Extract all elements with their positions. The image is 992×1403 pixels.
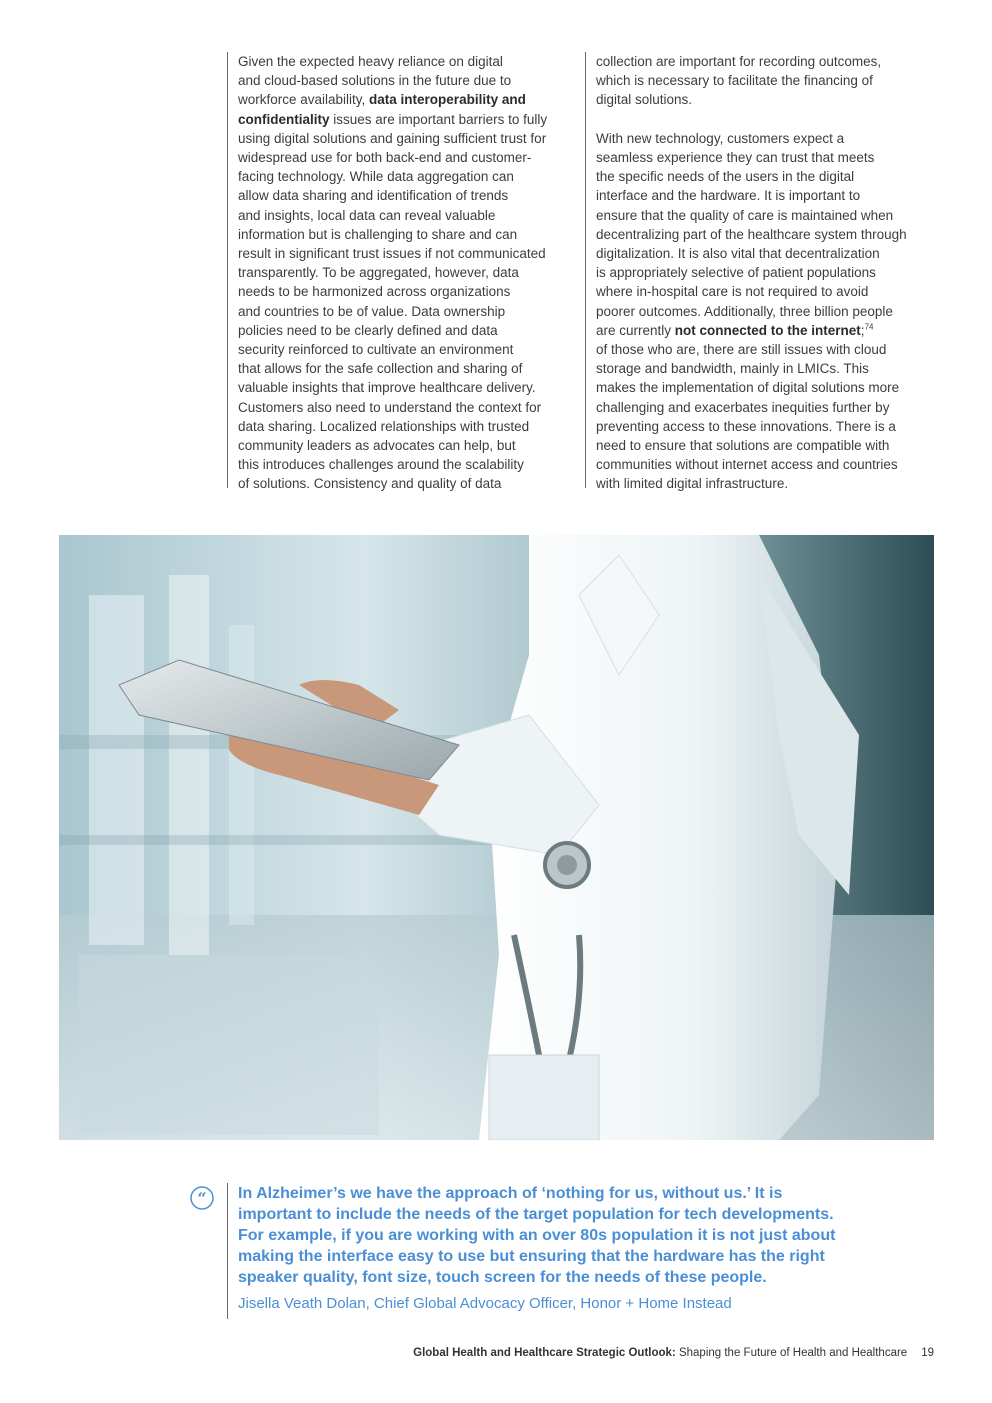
left-text-column xyxy=(227,52,588,492)
line: communities without internet access and countries xyxy=(596,457,898,473)
doctor-tablet-photo xyxy=(59,535,934,1140)
footer-title-bold: Global Health and Healthcare Strategic Outlook: xyxy=(413,1347,676,1359)
quote-line: important to include the needs of the target population for tech developments. xyxy=(238,1206,834,1223)
line: security reinforced to cultivate an environment xyxy=(238,342,514,358)
line xyxy=(238,110,588,129)
line: the specific needs of the users in the digital xyxy=(596,169,855,185)
text-run: are currently xyxy=(596,322,675,338)
line: challenging and exacerbates inequities further by xyxy=(596,399,890,415)
page-number: 19 xyxy=(921,1347,934,1359)
quote-text xyxy=(238,1183,918,1288)
line: need to ensure that solutions are compatible with xyxy=(596,438,890,454)
line: using digital solutions and gaining sufficient trust for xyxy=(238,130,547,146)
line: decentralizing part of the healthcare system through xyxy=(596,226,907,242)
line: data sharing. Localized relationships with trusted xyxy=(238,418,530,434)
line: seamless experience they can trust that meets xyxy=(596,150,875,165)
page-footer xyxy=(413,1347,934,1359)
line: community leaders as advocates can help, but xyxy=(238,438,516,454)
quote-line: making the interface easy to use but ensuring that the hardware has the right xyxy=(238,1248,825,1265)
quote-attribution: Jisella Veath Dolan, Chief Global Advocacy Officer, Honor + Home Instead xyxy=(238,1295,732,1312)
quote-line: speaker quality, font size, touch screen for the needs of these people. xyxy=(238,1269,767,1286)
bold-phrase: confidentiality xyxy=(238,111,330,127)
line: that allows for the safe collection and sharing of xyxy=(238,361,523,377)
line: is appropriately selective of patient populations xyxy=(596,265,876,281)
line: makes the implementation of digital solutions more xyxy=(596,380,900,396)
line: and cloud-based solutions in the future due to xyxy=(238,73,512,89)
line: collection are important for recording outcomes, xyxy=(596,54,882,69)
line: Customers also need to understand the context for xyxy=(238,399,542,415)
line: digital solutions. xyxy=(596,92,693,108)
line: where in-hospital care is not required to avoid xyxy=(596,284,869,300)
line: of solutions. Consistency and quality of data xyxy=(238,476,502,492)
line: information but is challenging to share and can xyxy=(238,226,518,242)
line: valuable insights that improve healthcare delivery. xyxy=(238,380,536,396)
line: widespread use for both back-end and customer- xyxy=(238,150,532,166)
footnote-ref[interactable]: 74 xyxy=(864,322,874,332)
line: Given the expected heavy reliance on digital xyxy=(238,54,503,69)
photo-illustration xyxy=(59,535,934,1140)
line: poorer outcomes. Additionally, three billion people xyxy=(596,303,893,319)
line: digitalization. It is also vital that decentralization xyxy=(596,246,880,262)
line: preventing access to these innovations. There is a xyxy=(596,418,896,434)
text-run: ; xyxy=(860,322,865,338)
line: and countries to be of value. Data ownership xyxy=(238,303,506,319)
paragraph-gap xyxy=(596,110,956,129)
footer-title-rest: Shaping the Future of Health and Healthcare xyxy=(675,1347,908,1359)
line: ensure that the quality of care is maintained when xyxy=(596,207,894,223)
line xyxy=(596,321,956,340)
line: With new technology, customers expect a xyxy=(596,130,845,146)
line: this introduces challenges around the scalability xyxy=(238,457,524,473)
line: of those who are, there are still issues with cloud xyxy=(596,342,887,358)
text-run: workforce availability, xyxy=(238,92,370,108)
bold-phrase: not connected to the internet xyxy=(674,322,861,338)
line xyxy=(238,90,588,109)
quote-icon xyxy=(190,1186,214,1210)
quote-icon-svg xyxy=(190,1186,214,1210)
line: needs to be harmonized across organizations xyxy=(238,284,511,300)
quote-line: In Alzheimer’s we have the approach of ‘nothing for us, without us.’ It is xyxy=(238,1185,783,1202)
line: which is necessary to facilitate the financing of xyxy=(596,73,873,89)
svg-text:“: “ xyxy=(197,1189,207,1208)
bold-phrase: data interoperability and xyxy=(369,92,526,108)
line: transparently. To be aggregated, however, data xyxy=(238,265,519,281)
pull-quote xyxy=(227,1183,918,1319)
line: policies need to be clearly defined and data xyxy=(238,322,498,338)
line: facing technology. While data aggregation can xyxy=(238,169,514,185)
line: with limited digital infrastructure. xyxy=(596,476,789,492)
line: result in significant trust issues if not communicated xyxy=(238,246,546,262)
line: storage and bandwidth, mainly in LMICs. This xyxy=(596,361,869,377)
quote-line: For example, if you are working with an over 80s population it is not just about xyxy=(238,1227,836,1244)
text-run: issues are important barriers to fully xyxy=(329,111,548,127)
line: interface and the hardware. It is important to xyxy=(596,188,861,204)
line: and insights, local data can reveal valuable xyxy=(238,207,496,223)
right-text-column xyxy=(585,52,956,492)
line: allow data sharing and identification of trends xyxy=(238,188,509,204)
